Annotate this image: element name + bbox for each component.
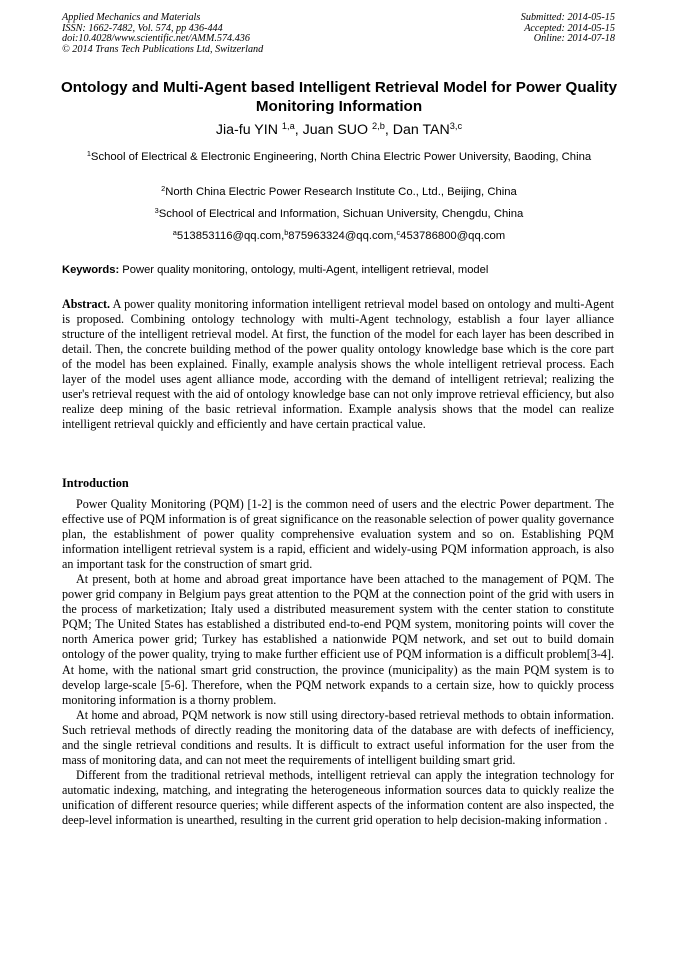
section-heading-introduction: Introduction <box>62 476 129 490</box>
abstract-text: A power quality monitoring information intelligent retrieval model based on ontology and multi-Agent is proposed. Combining ontology technology with multi-Agent technology, establish a four layer alliance structure of the intelligent retrieval model. At first, the function of the model for each layer has been described in detail. Then, the concrete building method of the power quality ontology knowledge base which is the core part of the model has been explained. Finally, example analysis shows the whole intelligent retrieval process. Each layer of the model uses agent alliance mode, according with the demand of intelligent retrieval; realizing the user's retrieval request with the aid of ontology knowledge base can not only improve retrieval efficiency, but also realize deep mining of the basic retrieval information. Example analysis shows that the model can realize intelligent retrieval quickly and efficiently and have certain practical value. <box>62 297 614 432</box>
email-link[interactable]: 513853116@qq.com, <box>176 230 285 242</box>
paper-title: Ontology and Multi-Agent based Intelligent Retrieval Model for Power Quality Monitoring Information <box>60 79 618 115</box>
affiliation-number: 2 <box>161 183 166 193</box>
keywords-label: Keywords: <box>62 264 120 276</box>
author-name: Juan SUO <box>302 122 369 138</box>
email-link[interactable]: 453786800@qq.com <box>400 230 506 242</box>
author-name: Jia-fu YIN <box>215 122 278 138</box>
affiliation-number: 3 <box>154 205 159 215</box>
abstract <box>62 297 614 432</box>
affiliation-1 <box>50 150 628 165</box>
author-affiliation-mark: 2,b <box>372 120 385 131</box>
affiliation-number: 1 <box>86 148 91 158</box>
paragraph: At present, both at home and abroad great importance have been attached to the management of PQM. The power grid company in Belgium pays great attention to the PQM at the connection point of the grid with users in the process of marketization; Italy used a distributed measurement system with the center station to constitute PQM; The United States has established a distributed end-to-end PQM system, monitoring points will cover the north America power grid; Turkey has established a nationwide PQM network, and set out to build domain ontology of the power quality, trying to make further efficient use of PQM information is a difficult problem[3-4]. At home, with the national smart grid construction, the province (municipality) as the main PQM system is to develop large-scale [5-6]. Therefore, when the PQM network expands to a certain size, how to quickly process monitoring information is a thorny problem. <box>62 572 614 707</box>
author-separator: , <box>294 122 303 138</box>
introduction-body <box>62 497 614 828</box>
author-list <box>0 121 678 139</box>
email-line <box>50 229 628 244</box>
doi-line: doi:10.4028/www.scientific.net/AMM.574.436 <box>62 33 250 45</box>
affiliation-2 <box>50 185 628 200</box>
paragraph: Power Quality Monitoring (PQM) [1-2] is the common need of users and the electric Power department. The effective use of PQM information is of great significance on the reasonable selection of power quality governance plan, the establishment of power quality comprehensive evaluation system and so on. Establishing PQM information intelligent retrieval system is a rapid, efficient and widely-using PQM information approach, is also an important task for the construction of smart grid. <box>62 497 614 572</box>
issn-line: ISSN: 1662-7482, Vol. 574, pp 436-444 <box>62 22 223 34</box>
affiliation-3 <box>50 207 628 222</box>
online-date: Online: 2014-07-18 <box>533 33 615 45</box>
submitted-date: Submitted: 2014-05-15 <box>520 12 615 23</box>
journal-info <box>62 13 263 55</box>
author-affiliation-mark: 3,c <box>449 120 463 131</box>
paragraph: At home and abroad, PQM network is now still using directory-based retrieval methods to obtain information. Such retrieval methods of directly reading the monitoring data of the database are with defects of inefficiency, and the single retrieval conditions and results. It is difficult to extract useful information for the user from the mass of monitoring data, and can not meet the requirements of intelligent building smart grid. <box>62 707 614 767</box>
email-mark: a <box>172 227 177 237</box>
author-affiliation-mark: 1,a <box>281 120 295 131</box>
affiliation-text: School of Electrical and Information, Sichuan University, Chengdu, China <box>158 208 524 220</box>
accepted-date: Accepted: 2014-05-15 <box>524 22 615 34</box>
email-link[interactable]: 875963324@qq.com, <box>288 230 397 242</box>
copyright-line: © 2014 Trans Tech Publications Ltd, Switzerland <box>62 43 264 55</box>
author-separator: , <box>384 122 393 138</box>
email-mark: b <box>284 227 289 237</box>
author-name: Dan TAN <box>392 122 450 138</box>
journal-name: Applied Mechanics and Materials <box>62 12 201 23</box>
abstract-label: Abstract. <box>62 297 111 311</box>
keywords-text: Power quality monitoring, ontology, multi-Agent, intelligent retrieval, model <box>119 264 489 276</box>
affiliation-text: School of Electrical & Electronic Engineering, North China Electric Power University, Baoding, China <box>90 151 592 163</box>
email-mark: c <box>396 227 401 237</box>
paragraph: Different from the traditional retrieval methods, intelligent retrieval can apply the integration technology for automatic indexing, matching, and integrating the heterogeneous information sources data to quickly realize the unification of different resource queries; while different aspects of the information content are also inspected, the deep-level information is unearthed, resulting in the current grid operation to help decision-making information . <box>62 767 614 827</box>
publication-dates <box>521 13 615 45</box>
keywords <box>62 263 488 277</box>
affiliation-text: North China Electric Power Research Institute Co., Ltd., Beijing, China <box>165 186 517 198</box>
